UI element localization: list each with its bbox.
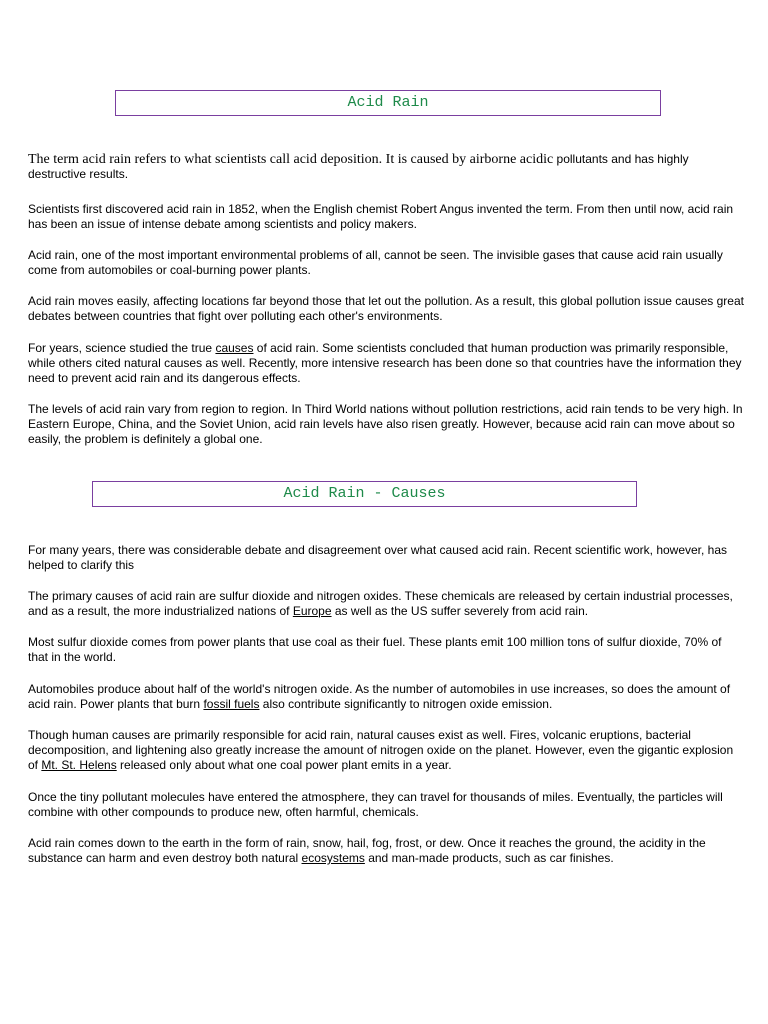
intro-lead-text: The term acid rain refers to what scientists call acid deposition. It is caused by airborne acidic (28, 152, 554, 167)
paragraph-text: Automobiles produce about half of the world's nitrogen oxide. As the number of automobiles in use increases, so does the amount of acid rain. Power plants that burn (28, 682, 731, 711)
paragraph-text: as well as the US suffer severely from acid rain. (331, 604, 589, 618)
intro-rest-text: pollutants and has highly destructive results. (28, 152, 689, 181)
mt-st-helens-link[interactable]: Mt. St. Helens (41, 758, 117, 772)
ecosystems-link[interactable]: ecosystems (301, 851, 365, 865)
paragraph-automobiles (28, 682, 744, 712)
paragraph-atmosphere: Once the tiny pollutant molecules have entered the atmosphere, they can travel for thousands of miles. Eventually, the particles will combine with other compounds to produce new, often harmful, chemicals. (28, 790, 723, 819)
paragraph-debate: For many years, there was considerable debate and disagreement over what caused acid rain. Recent scientific work, however, has helped to clarify this (28, 543, 728, 572)
paragraph-primary-causes (28, 589, 744, 619)
paragraph-discovery: Scientists first discovered acid rain in 1852, when the English chemist Robert Angus invented the term. From then until now, acid rain has been an issue of intense debate among scientists and policy makers. (28, 202, 734, 231)
paragraph-regional-levels: The levels of acid rain vary from region to region. In Third World nations without pollution restrictions, acid rain tends to be very high. In Eastern Europe, China, and the Soviet Union, acid rain levels have also risen greatly. However, because acid rain can move about so easily, the problem is definitely a global one. (28, 402, 743, 446)
intro-paragraph (28, 152, 744, 182)
section-heading-acid-rain: Acid Rain (115, 90, 661, 116)
section-heading-causes: Acid Rain - Causes (92, 481, 637, 507)
paragraph-text: The primary causes of acid rain are sulfur dioxide and nitrogen oxides. These chemicals are released by certain industrial processes, and as a result, the more industrialized nations of (28, 589, 733, 618)
paragraph-invisible-gases: Acid rain, one of the most important environmental problems of all, cannot be seen. The invisible gases that cause acid rain usually come from automobiles or coal-burning power plants. (28, 248, 723, 277)
paragraph-precipitation (28, 836, 744, 866)
paragraph-global-issue: Acid rain moves easily, affecting locations far beyond those that let out the pollution. As a result, this global pollution issue causes great debates between countries that fight over polluting each other's environments. (28, 294, 744, 323)
paragraph-text: also contribute significantly to nitrogen oxide emission. (259, 697, 553, 711)
paragraph-text: Acid rain comes down to the earth in the form of rain, snow, hail, fog, frost, or dew. Once it reaches the ground, the acidity in the substance can harm and even destroy both natural (28, 836, 706, 865)
paragraph-text: For years, science studied the true (28, 341, 216, 355)
paragraph-text: Though human causes are primarily responsible for acid rain, natural causes exist as well. Fires, volcanic eruptions, bacterial decomposition, and lightening also greatly increase the amount of nitrogen oxide on the planet. However, even the gigantic explosion of (28, 728, 734, 772)
europe-link[interactable]: Europe (292, 604, 332, 618)
paragraph-text: and man-made products, such as car finishes. (364, 851, 614, 865)
paragraph-natural-causes (28, 728, 744, 773)
paragraph-text: of acid rain. Some scientists concluded that human production was primarily responsible, while others cited natural causes as well. Recently, more intensive research has been done so that countries have the information they need to prevent acid rain and its dangerous effects. (28, 341, 742, 385)
paragraph-research (28, 341, 744, 386)
fossil-fuels-link[interactable]: fossil fuels (203, 697, 260, 711)
paragraph-text: released only about what one coal power plant emits in a year. (116, 758, 452, 772)
causes-link[interactable]: causes (215, 341, 254, 355)
paragraph-sulfur-dioxide: Most sulfur dioxide comes from power plants that use coal as their fuel. These plants emit 100 million tons of sulfur dioxide, 70% of that in the world. (28, 635, 722, 664)
